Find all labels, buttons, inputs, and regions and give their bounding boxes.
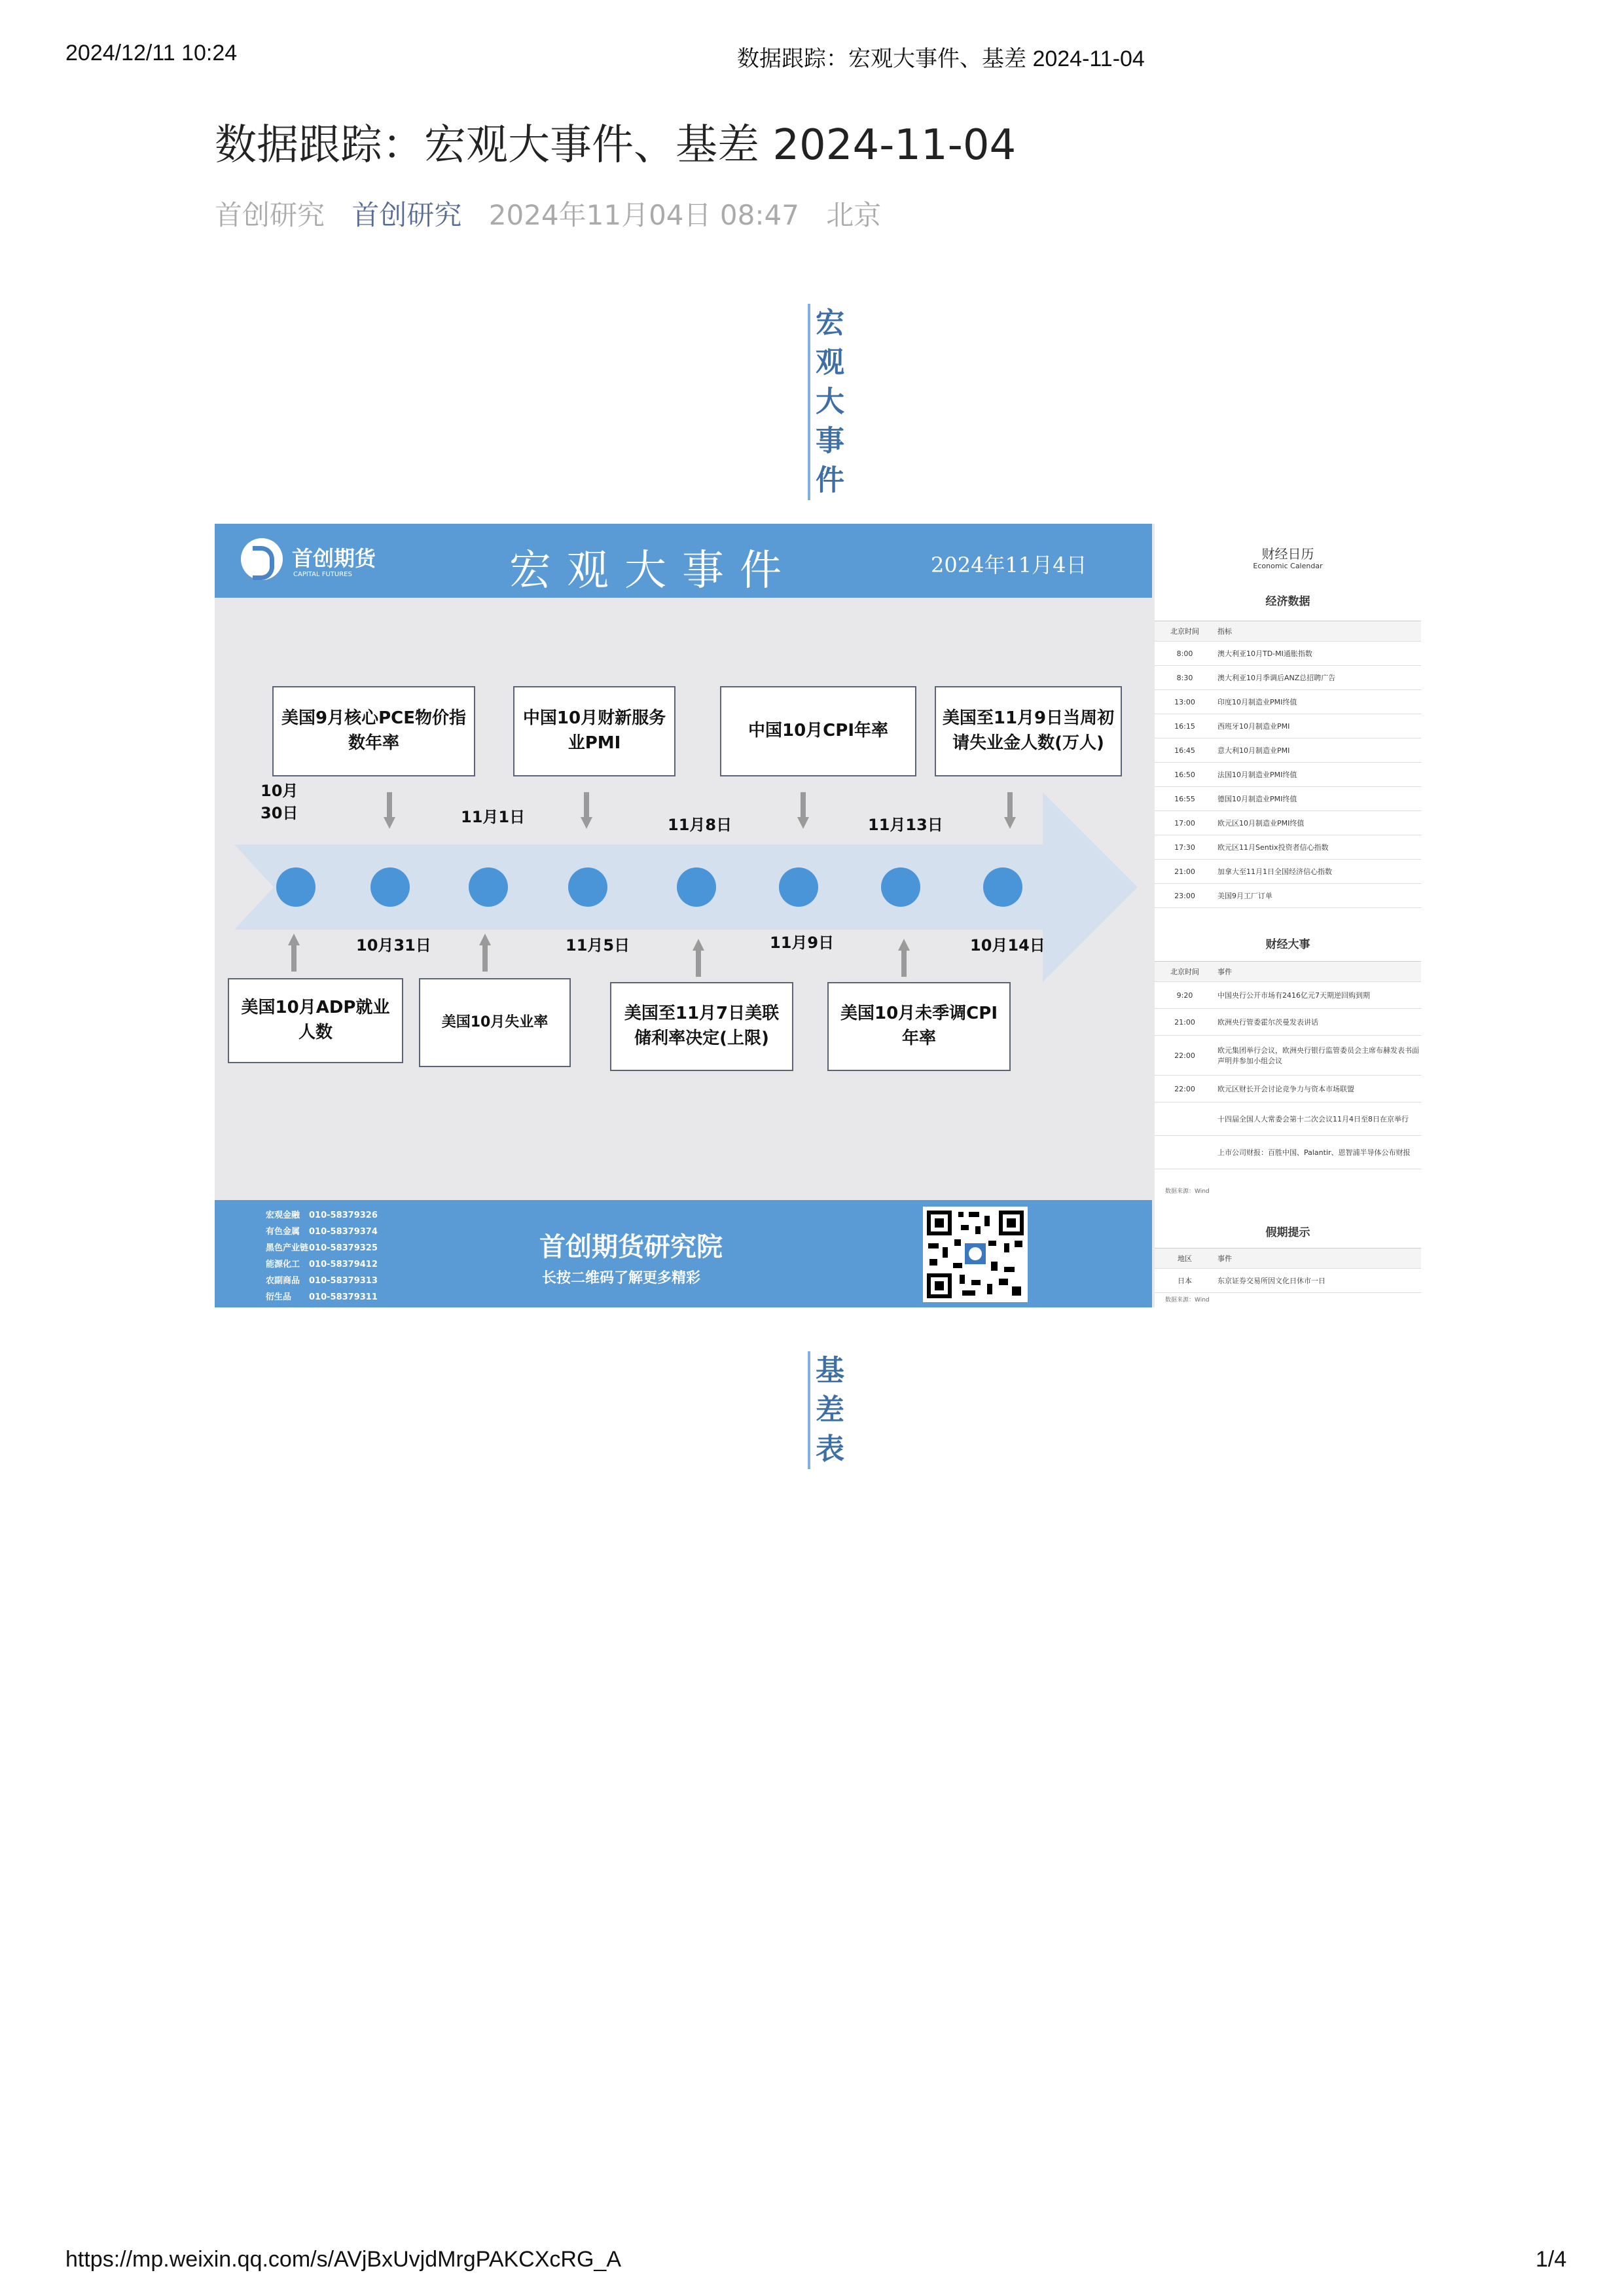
event-box-top: 美国至11月9日当周初请失业金人数(万人)	[935, 686, 1122, 776]
section-char: 大	[816, 385, 844, 418]
event-box-bottom: 美国10月未季调CPI年率	[827, 982, 1011, 1071]
table-row: 8:00 澳大利亚10月TD-MI通胀指数	[1155, 642, 1421, 666]
table-row: 9:20 中国央行公开市场有2416亿元7天期逆回购到期	[1155, 982, 1421, 1009]
timeline-dot	[881, 867, 920, 907]
print-page-title: 数据跟踪：宏观大事件、基差 2024-11-04	[737, 46, 1145, 71]
data-source-note: 数据来源：Wind	[1165, 1188, 1210, 1195]
finance-events-title: 财经大事	[1265, 938, 1310, 951]
timeline-dot	[677, 867, 716, 907]
table-row: 13:00 印度10月制造业PMI终值	[1155, 690, 1421, 714]
econ-data-table	[1155, 621, 1421, 908]
article-author: 首创研究	[215, 199, 325, 231]
economic-calendar-panel	[1155, 524, 1421, 1307]
banner-date: 2024年11月4日	[931, 553, 1087, 577]
article-title: 数据跟踪：宏观大事件、基差 2024-11-04	[215, 121, 1017, 170]
date-label: 11月13日	[868, 816, 943, 834]
macro-events-banner	[215, 524, 1421, 1307]
print-datetime: 2024/12/11 10:24	[65, 41, 238, 65]
capital-futures-logo-icon	[241, 538, 283, 580]
section-tag-basis	[808, 1351, 850, 1469]
banner-title: 宏观大事件	[509, 547, 797, 595]
timeline-dot	[779, 867, 818, 907]
econ-data-title: 经济数据	[1265, 595, 1310, 608]
table-header-row: 北京时间 事件	[1155, 962, 1421, 982]
article-meta	[215, 194, 899, 233]
holiday-title: 假期提示	[1265, 1226, 1310, 1239]
finance-events-table	[1155, 961, 1421, 1169]
timeline-dot	[568, 867, 607, 907]
arrow-up-icon	[693, 939, 704, 977]
contact-line: 衍生品 010-58379311	[266, 1292, 378, 1302]
section-char: 基	[816, 1354, 844, 1387]
contact-line: 有色金属 010-58379374	[266, 1227, 378, 1237]
section-tag-macro	[808, 304, 850, 500]
event-box-top: 中国10月财新服务业PMI	[513, 686, 676, 776]
date-label: 11月9日	[770, 934, 835, 952]
arrow-down-icon	[384, 792, 395, 830]
arrow-down-icon	[581, 792, 592, 830]
brand-name: 首创期货	[292, 546, 376, 571]
data-source-note: 数据来源：Wind	[1165, 1297, 1210, 1303]
event-box-top: 美国9月核心PCE物价指数年率	[272, 686, 475, 776]
table-row: 17:30 欧元区11月Sentix投资者信心指数	[1155, 835, 1421, 860]
table-row: 21:00 加拿大至11月1日全国经济信心指数	[1155, 860, 1421, 884]
table-row: 22:00 欧元区财长开会讨论竞争力与资本市场联盟	[1155, 1076, 1421, 1102]
publish-date: 2024年11月04日 08:47	[488, 199, 799, 231]
table-row: 上市公司财报：百胜中国、Palantir、恩智浦半导体公布财报	[1155, 1136, 1421, 1169]
publish-location: 北京	[826, 199, 882, 231]
date-label: 10月31日	[356, 936, 431, 955]
arrow-down-icon	[1004, 792, 1016, 830]
table-row: 17:00 欧元区10月制造业PMI终值	[1155, 811, 1421, 835]
banner-footer	[215, 1200, 1152, 1307]
section-char: 差	[816, 1393, 844, 1427]
contact-line: 宏观金融 010-58379326	[266, 1211, 378, 1220]
timeline-dot	[370, 867, 410, 907]
table-row: 16:50 法国10月制造业PMI终值	[1155, 763, 1421, 787]
table-row: 16:45 意大利10月制造业PMI	[1155, 738, 1421, 763]
print-url: https://mp.weixin.qq.com/s/AVjBxUvjdMrgPAKCXcRG_A	[65, 2247, 622, 2272]
event-box-bottom: 美国10月失业率	[419, 978, 571, 1067]
contact-line: 农副商品 010-58379313	[266, 1276, 378, 1286]
table-row: 23:00 美国9月工厂订单	[1155, 884, 1421, 908]
account-link[interactable]: 首创研究	[351, 199, 462, 231]
date-label: 10月14日	[970, 936, 1045, 955]
contact-line: 能源化工 010-58379412	[266, 1260, 378, 1269]
brand-subtitle: CAPITAL FUTURES	[293, 571, 352, 578]
table-row: 十四届全国人大常委会第十二次会议11月4日至8日在京举行	[1155, 1102, 1421, 1136]
section-char: 观	[816, 346, 844, 379]
arrow-up-icon	[898, 939, 910, 977]
table-row: 16:55 德国10月制造业PMI终值	[1155, 787, 1421, 811]
date-label: 10月30日	[261, 782, 298, 822]
table-row: 21:00 欧洲央行管委霍尔茨曼发表讲话	[1155, 1009, 1421, 1036]
print-page-number: 1/4	[1536, 2247, 1567, 2272]
institute-slogan: 长按二维码了解更多精彩	[542, 1270, 701, 1286]
timeline-dot	[983, 867, 1022, 907]
section-char: 表	[816, 1432, 844, 1466]
date-label: 11月5日	[566, 936, 630, 955]
arrow-up-icon	[479, 934, 491, 972]
table-header-row: 北京时间 指标	[1155, 621, 1421, 642]
banner-header	[215, 524, 1152, 598]
date-label: 11月1日	[461, 808, 526, 826]
event-box-bottom: 美国至11月7日美联储利率决定(上限)	[610, 982, 793, 1071]
arrow-up-icon	[288, 934, 300, 972]
event-box-top: 中国10月CPI年率	[720, 686, 916, 776]
timeline-dot	[469, 867, 508, 907]
date-label: 11月8日	[668, 816, 732, 834]
holiday-table	[1155, 1248, 1421, 1293]
institute-name: 首创期货研究院	[539, 1232, 723, 1262]
event-box-bottom: 美国10月ADP就业人数	[228, 978, 403, 1063]
table-row: 16:15 西班牙10月制造业PMI	[1155, 714, 1421, 738]
section-char: 宏	[816, 306, 844, 340]
table-header-row: 地区 事件	[1155, 1248, 1421, 1269]
section-char: 事	[816, 424, 844, 458]
section-char: 件	[816, 464, 844, 497]
table-row: 日本 东京证券交易所因文化日休市一日	[1155, 1269, 1421, 1293]
table-row: 8:30 澳大利亚10月季调后ANZ总招聘广告	[1155, 666, 1421, 690]
calendar-title: 财经日历	[1261, 546, 1314, 562]
timeline-dot	[276, 867, 315, 907]
table-row: 22:00 欧元集团举行会议，欧洲央行银行监管委员会主席布赫发表书面声明并参加小组会议	[1155, 1036, 1421, 1076]
contact-line: 黑色产业链010-58379325	[266, 1243, 378, 1253]
qr-code-icon[interactable]	[923, 1207, 1028, 1302]
calendar-subtitle: Economic Calendar	[1253, 562, 1323, 570]
arrow-down-icon	[797, 792, 809, 830]
